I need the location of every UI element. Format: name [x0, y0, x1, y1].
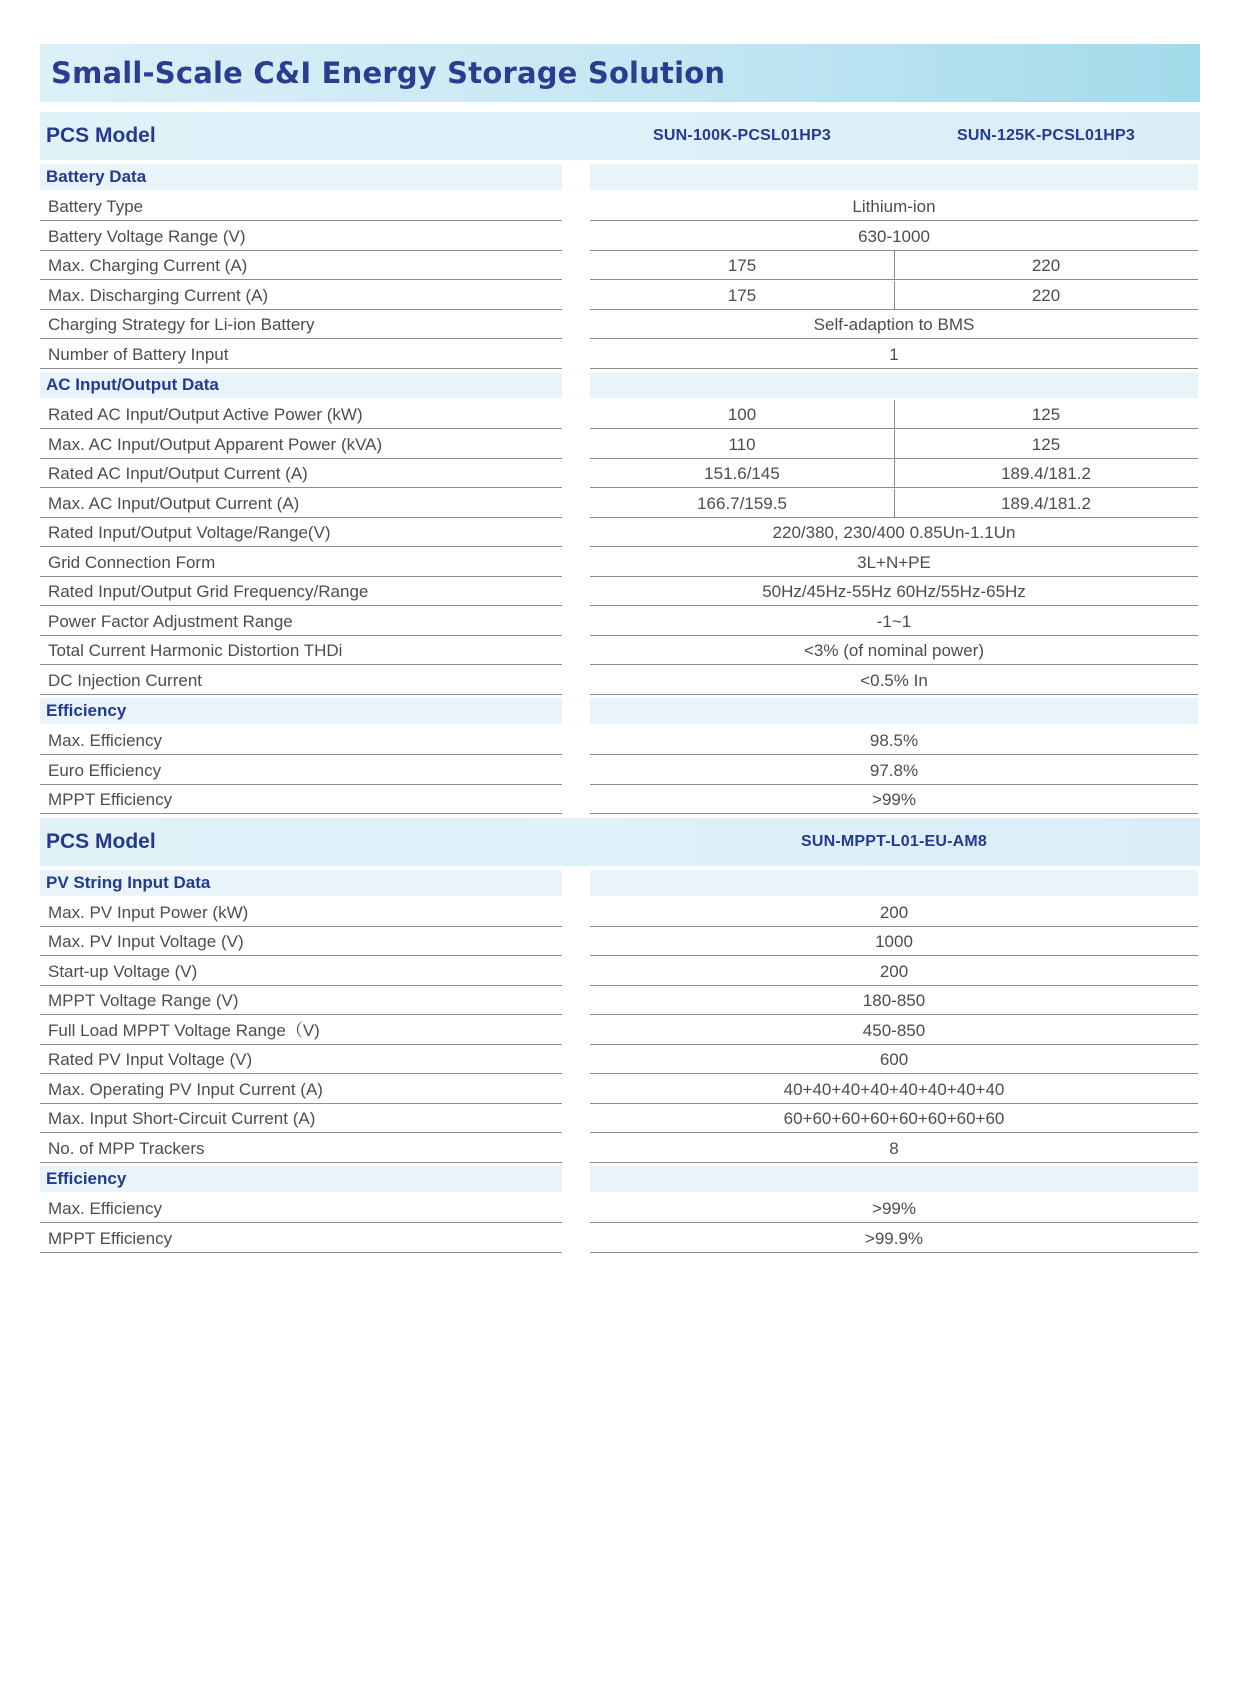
section-header	[40, 372, 1200, 400]
spec-value: <3% (of nominal power)	[803, 641, 984, 660]
spec-value: 151.6/145	[704, 464, 780, 483]
spec-label-cell	[40, 548, 562, 577]
spec-label: Max. Input Short-Circuit Current (A)	[48, 1109, 316, 1128]
spec-value: 600	[879, 1050, 909, 1069]
spec-value: 220	[1031, 285, 1061, 305]
spec-value: 125	[1031, 434, 1061, 454]
spec-value-cell	[590, 785, 1198, 814]
section-header	[40, 164, 1200, 192]
spec-value: 166.7/159.5	[697, 493, 787, 513]
spec-value-cell	[590, 340, 1198, 369]
spec-sheet	[40, 112, 1200, 1253]
spec-value: 220/380, 230/400 0.85Un-1.1Un	[772, 523, 1016, 542]
spec-value: 220	[1031, 256, 1061, 275]
spec-value-cell	[590, 459, 1198, 488]
spec-value-cell	[590, 577, 1198, 606]
spec-value: <0.5% In	[860, 670, 928, 690]
spec-label: Battery Type	[48, 197, 144, 216]
spec-value: 450-850	[862, 1020, 926, 1040]
spec-value-cell	[590, 1104, 1198, 1133]
spec-label: DC Injection Current	[48, 670, 203, 690]
spec-label-cell	[40, 666, 562, 695]
spec-label-cell	[40, 192, 562, 221]
spec-value-cell	[590, 756, 1198, 785]
spec-value-cell	[590, 310, 1198, 339]
table-row	[40, 192, 1200, 222]
spec-label-cell	[40, 785, 562, 814]
spec-value-cell	[590, 192, 1198, 221]
spec-label-cell	[40, 1075, 562, 1104]
table-row	[40, 927, 1200, 957]
spec-value-cell	[590, 1194, 1198, 1223]
table-row	[40, 310, 1200, 340]
section-band-right	[590, 1166, 1198, 1192]
table-row	[40, 1224, 1200, 1254]
spec-value-cell	[590, 430, 1198, 459]
spec-value: 175	[727, 256, 757, 275]
table-row	[40, 518, 1200, 548]
section-band-right	[590, 870, 1198, 896]
spec-label: Max. AC Input/Output Apparent Power (kVA)	[48, 434, 383, 454]
section-title: PV String Input Data	[46, 872, 211, 892]
spec-value: 1000	[875, 932, 913, 951]
table-row	[40, 726, 1200, 756]
spec-label-cell	[40, 400, 562, 429]
table-row	[40, 430, 1200, 460]
spec-value-cell	[590, 607, 1198, 636]
section-header	[40, 1166, 1200, 1194]
model-name: SUN-125K-PCSL01HP3	[957, 127, 1135, 144]
spec-value-cell	[590, 251, 1198, 280]
spec-label-cell	[40, 898, 562, 927]
spec-value: 8	[889, 1138, 899, 1158]
spec-value-cell	[590, 1224, 1198, 1253]
spec-value-cell	[590, 400, 1198, 429]
spec-value-cell	[590, 1045, 1198, 1074]
spec-value: >99%	[872, 1199, 916, 1218]
spec-label: Euro Efficiency	[48, 760, 162, 780]
spec-value: Self-adaption to BMS	[813, 315, 975, 334]
spec-label: Max. PV Input Voltage (V)	[48, 932, 244, 951]
table-row	[40, 1016, 1200, 1046]
pcs-model-label: PCS Model	[46, 124, 156, 147]
spec-label: Start-up Voltage (V)	[48, 961, 198, 981]
spec-value: Lithium-ion	[852, 197, 936, 216]
spec-value-cell	[590, 927, 1198, 956]
spec-label-cell	[40, 1194, 562, 1223]
spec-value: >99%	[872, 790, 916, 809]
page-title: Small-Scale C&I Energy Storage Solution	[51, 56, 726, 90]
model-name: SUN-MPPT-L01-EU-AM8	[800, 832, 988, 850]
spec-label: MPPT Efficiency	[48, 1228, 173, 1248]
spec-value: 189.4/181.2	[1001, 493, 1091, 513]
spec-label: Grid Connection Form	[48, 552, 216, 572]
spec-label: Rated AC Input/Output Current (A)	[48, 464, 308, 483]
spec-label-cell	[40, 1016, 562, 1045]
spec-value: 110	[728, 434, 756, 454]
spec-value: 1	[889, 344, 899, 364]
spec-label-cell	[40, 726, 562, 755]
section-title: Efficiency	[46, 1169, 127, 1188]
spec-label-cell	[40, 251, 562, 280]
spec-label: Max. Operating PV Input Current (A)	[48, 1079, 323, 1099]
column-divider	[894, 281, 895, 309]
spec-label: Max. Charging Current (A)	[48, 256, 248, 275]
spec-label-cell	[40, 577, 562, 606]
spec-value: 100	[727, 405, 757, 424]
table-row	[40, 636, 1200, 666]
spec-label-cell	[40, 340, 562, 369]
column-divider	[894, 251, 895, 279]
spec-label-cell	[40, 957, 562, 986]
spec-label: Max. Efficiency	[48, 731, 163, 750]
spec-label-cell	[40, 1045, 562, 1074]
spec-label: Charging Strategy for Li-ion Battery	[48, 315, 315, 334]
spec-value-cell	[590, 726, 1198, 755]
pcs-model-label: PCS Model	[46, 829, 156, 853]
spec-label-cell	[40, 310, 562, 339]
table-row	[40, 577, 1200, 607]
table-row	[40, 957, 1200, 987]
spec-value: 175	[727, 285, 757, 305]
spec-label-cell	[40, 518, 562, 547]
spec-label: Battery Voltage Range (V)	[48, 226, 246, 246]
spec-label-cell	[40, 607, 562, 636]
spec-value-cell	[590, 986, 1198, 1015]
spec-value: 98.5%	[869, 731, 919, 750]
spec-value: 60+60+60+60+60+60+60+60	[783, 1109, 1005, 1128]
spec-value-cell	[590, 666, 1198, 695]
spec-label-cell	[40, 1104, 562, 1133]
table-row	[40, 222, 1200, 252]
spec-value: 189.4/181.2	[1001, 464, 1091, 483]
model-name: SUN-100K-PCSL01HP3	[653, 127, 831, 144]
spec-value-cell	[590, 1134, 1198, 1163]
column-divider	[894, 459, 895, 487]
section-title: AC Input/Output Data	[46, 375, 219, 394]
title-banner	[40, 44, 1200, 102]
section-header	[40, 870, 1200, 898]
spec-label: Rated AC Input/Output Active Power (kW)	[48, 405, 363, 424]
spec-value: 50Hz/45Hz-55Hz 60Hz/55Hz-65Hz	[762, 582, 1026, 601]
table-row	[40, 898, 1200, 928]
spec-label: Full Load MPPT Voltage Range（V)	[48, 1020, 320, 1040]
spec-value: 40+40+40+40+40+40+40+40	[783, 1079, 1005, 1099]
spec-label-cell	[40, 222, 562, 251]
spec-value: 125	[1031, 405, 1061, 424]
spec-value-cell	[590, 281, 1198, 310]
table-row	[40, 1134, 1200, 1164]
spec-value: 180-850	[862, 991, 926, 1010]
spec-value-cell	[590, 636, 1198, 665]
spec-label-cell	[40, 281, 562, 310]
section-header	[40, 698, 1200, 726]
spec-value: 97.8%	[869, 760, 919, 780]
spec-value-cell	[590, 518, 1198, 547]
spec-label: Rated Input/Output Voltage/Range(V)	[48, 523, 331, 542]
spec-label: Total Current Harmonic Distortion THDi	[48, 641, 343, 660]
spec-label-cell	[40, 986, 562, 1015]
table-row	[40, 548, 1200, 578]
pcs-model-header	[40, 112, 1200, 160]
column-divider	[894, 489, 895, 517]
table-row	[40, 489, 1200, 519]
spec-value: 200	[879, 961, 909, 981]
column-divider	[894, 400, 895, 428]
spec-label: No. of MPP Trackers	[48, 1138, 205, 1158]
section-title: Efficiency	[46, 701, 127, 720]
spec-label-cell	[40, 430, 562, 459]
spec-label-cell	[40, 459, 562, 488]
table-row	[40, 340, 1200, 370]
spec-label-cell	[40, 1134, 562, 1163]
section-band-right	[590, 164, 1198, 190]
table-row	[40, 459, 1200, 489]
table-row	[40, 756, 1200, 786]
spec-value: 3L+N+PE	[857, 552, 931, 572]
spec-label-cell	[40, 1224, 562, 1253]
table-row	[40, 1104, 1200, 1134]
table-row	[40, 1194, 1200, 1224]
column-divider	[894, 430, 895, 458]
spec-value-cell	[590, 489, 1198, 518]
spec-value-cell	[590, 898, 1198, 927]
spec-label-cell	[40, 756, 562, 785]
spec-value-cell	[590, 222, 1198, 251]
spec-label-cell	[40, 636, 562, 665]
spec-label: Max. PV Input Power (kW)	[48, 902, 249, 922]
spec-label: Rated Input/Output Grid Frequency/Range	[48, 582, 369, 601]
table-row	[40, 1045, 1200, 1075]
table-row	[40, 607, 1200, 637]
spec-label-cell	[40, 489, 562, 518]
spec-label-cell	[40, 927, 562, 956]
section-band-right	[590, 372, 1198, 398]
table-row	[40, 400, 1200, 430]
spec-label: Max. Discharging Current (A)	[48, 285, 269, 305]
spec-label: MPPT Efficiency	[48, 790, 173, 809]
table-row	[40, 986, 1200, 1016]
spec-value-cell	[590, 957, 1198, 986]
spec-label: Power Factor Adjustment Range	[48, 611, 293, 631]
spec-value-cell	[590, 1016, 1198, 1045]
section-band-right	[590, 698, 1198, 724]
table-row	[40, 666, 1200, 696]
table-row	[40, 1075, 1200, 1105]
table-row	[40, 281, 1200, 311]
spec-label: Rated PV Input Voltage (V)	[48, 1050, 253, 1069]
table-row	[40, 251, 1200, 281]
spec-value-cell	[590, 548, 1198, 577]
spec-label: MPPT Voltage Range (V)	[48, 991, 239, 1010]
spec-value: 630-1000	[858, 226, 930, 246]
spec-value: >99.9%	[864, 1228, 924, 1248]
spec-value-cell	[590, 1075, 1198, 1104]
table-row	[40, 785, 1200, 815]
spec-label: Max. AC Input/Output Current (A)	[48, 493, 300, 513]
section-title: Battery Data	[46, 167, 147, 186]
spec-label: Max. Efficiency	[48, 1199, 163, 1218]
spec-value: -1~1	[876, 611, 912, 631]
pcs-model-header	[40, 818, 1200, 866]
spec-label: Number of Battery Input	[48, 344, 229, 364]
spec-value: 200	[879, 902, 909, 922]
